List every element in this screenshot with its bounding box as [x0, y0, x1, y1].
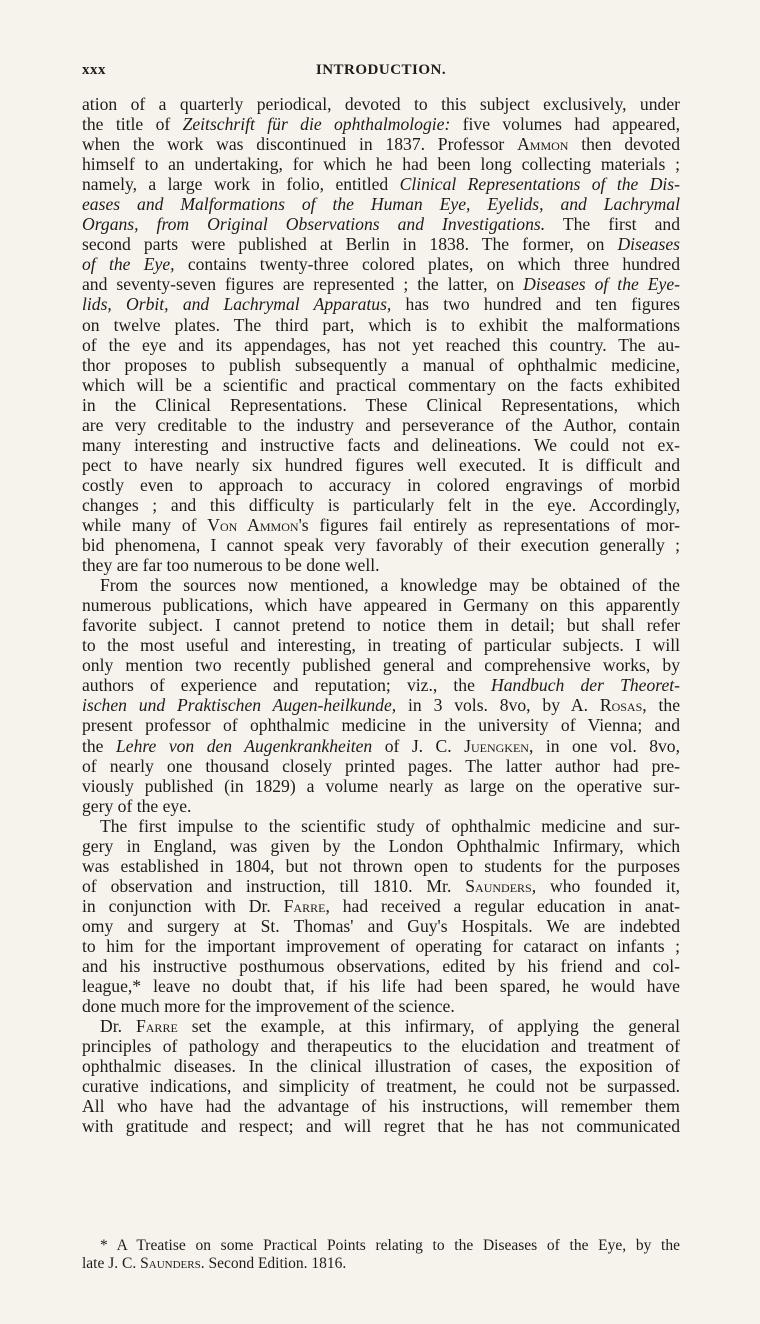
text-line — [82, 1116, 680, 1136]
text-run: , who founded it, — [531, 875, 680, 896]
text-run: and his instructive posthumous observations, edited by his friend and col- — [82, 956, 680, 977]
text-line — [82, 395, 680, 415]
text-run: and seventy-seven figures are represented ; the latter, on — [82, 274, 524, 295]
text-line — [82, 796, 680, 816]
body-text — [82, 94, 680, 1136]
italic-title: lids, Orbit, and Lachrymal Apparatus, — [82, 294, 392, 315]
text-line — [82, 736, 680, 756]
text-line — [82, 335, 680, 355]
text-line — [82, 254, 680, 274]
text-run: ation of a quarterly periodical, devoted to this subject exclusively, under — [82, 94, 680, 114]
text-line — [82, 355, 680, 375]
text-run: changes ; and this difficulty is particularly felt in the eye. Accordingly, — [82, 494, 680, 515]
small-caps-name: Farre — [135, 1016, 178, 1037]
text-line — [82, 274, 680, 294]
text-run: to the most useful and interesting, in treating of particular subjects. I will — [82, 635, 680, 656]
italic-title: of the Eye, — [82, 254, 175, 275]
text-run: . Second Edition. 1816. — [200, 1255, 347, 1272]
text-line — [82, 756, 680, 776]
text-line — [82, 575, 680, 595]
text-line — [82, 555, 680, 575]
text-run: gery of the eye. — [82, 795, 192, 816]
italic-title: Organs, from Original Observations and Investigations. — [82, 214, 546, 235]
text-run: , in one vol. 8vo, — [528, 735, 680, 756]
italic-title: Clinical Representations of the Dis- — [399, 174, 680, 195]
text-line — [82, 876, 680, 896]
paragraph — [82, 816, 680, 1016]
text-line — [82, 435, 680, 455]
page-number: xxx — [82, 62, 106, 78]
text-line — [82, 896, 680, 916]
text-line — [82, 996, 680, 1016]
text-run: of J. C. — [372, 735, 465, 756]
small-caps-name: Farre — [283, 895, 326, 916]
text-line — [82, 154, 680, 174]
text-line — [82, 214, 680, 234]
text-line — [82, 294, 680, 314]
text-run: From the sources now mentioned, a knowledge may be obtained of the — [100, 575, 680, 596]
text-line — [82, 134, 680, 154]
text-line — [82, 916, 680, 936]
text-line — [82, 515, 680, 535]
text-run: which will be a scientific and practical commentary on the facts exhibited — [82, 374, 680, 395]
text-run: viously published (in 1829) a volume nearly as large on the operative sur- — [82, 775, 680, 796]
footnote-line — [82, 1255, 680, 1273]
text-run: Dr. — [100, 1016, 136, 1037]
text-run: in conjunction with Dr. — [82, 895, 284, 916]
text-line — [82, 415, 680, 435]
text-run: of observation and instruction, till 1810. Mr. — [82, 875, 466, 896]
text-run: has two hundred and ten figures — [391, 294, 680, 315]
text-run: of nearly one thousand closely printed pages. The latter author had pre- — [82, 755, 680, 776]
text-run: himself to an undertaking, for which he had been long collecting materials ; — [82, 154, 680, 175]
text-line — [82, 315, 680, 335]
text-run: late J. C. — [82, 1255, 141, 1272]
text-run: was established in 1804, but not thrown open to students for the purposes — [82, 855, 680, 876]
text-run: only mention two recently published general and comprehensive works, by — [82, 655, 680, 676]
text-run: gery in England, was given by the London Ophthalmic Infirmary, which — [82, 835, 680, 856]
text-run: bid phenomena, I cannot speak very favorably of their execution generally ; — [82, 535, 680, 556]
italic-title: Zeitschrift für die ophthalmologie: — [182, 114, 451, 135]
text-run: in the Clinical Representations. These Clinical Representations, which — [82, 394, 680, 415]
text-run: numerous publications, which have appeared in Germany on this apparently — [82, 595, 680, 616]
text-run: five volumes had appeared, — [450, 114, 680, 135]
text-line — [82, 836, 680, 856]
text-line — [82, 1096, 680, 1116]
paragraph — [82, 94, 680, 575]
text-run: 's figures fail entirely as representations of mor- — [298, 514, 681, 535]
text-run: ophthalmic diseases. In the clinical illustration of cases, the exposition of — [82, 1056, 680, 1077]
text-line — [82, 535, 680, 555]
text-run: then devoted — [568, 134, 681, 155]
italic-title: eases and Malformations of the Human Eye, Eyelids, and Lachrymal — [82, 194, 680, 215]
paragraph — [82, 575, 680, 816]
italic-title: Diseases — [617, 234, 680, 255]
text-run: thor proposes to publish subsequently a manual of ophthalmic medicine, — [82, 354, 680, 375]
italic-title: Lehre von den Augenkrankheiten — [115, 735, 373, 756]
text-line — [82, 615, 680, 635]
running-head — [82, 62, 680, 82]
text-run: done much more for the improvement of the science. — [82, 996, 455, 1017]
footnote — [82, 1237, 680, 1273]
text-line — [82, 1056, 680, 1076]
text-run: with gratitude and respect; and will regret that he has not communicated — [82, 1116, 680, 1137]
text-run: contains twenty-three colored plates, on which three hundred — [174, 254, 680, 275]
footnote-line — [82, 1237, 680, 1255]
text-run: in 3 vols. 8vo, by A. — [396, 695, 600, 716]
text-run: , the — [642, 695, 681, 716]
text-line — [82, 495, 680, 515]
text-run: omy and surgery at St. Thomas' and Guy's Hospitals. We are indebted — [82, 915, 680, 936]
text-line — [82, 174, 680, 194]
text-run: the title of — [82, 114, 183, 135]
text-line — [82, 956, 680, 976]
text-run: curative indications, and simplicity of treatment, he could not be surpassed. — [82, 1076, 680, 1097]
text-run: present professor of ophthalmic medicine in the university of Vienna; and — [82, 715, 680, 736]
small-caps-name: Von Ammon — [207, 514, 299, 535]
text-line — [82, 375, 680, 395]
text-line — [82, 776, 680, 796]
text-run: All who have had the advantage of his instructions, will remember them — [82, 1096, 680, 1117]
small-caps-name: Rosas — [599, 695, 643, 716]
text-line — [82, 1076, 680, 1096]
text-run: favorite subject. I cannot pretend to notice them in detail; but shall refer — [82, 615, 680, 636]
text-line — [82, 936, 680, 956]
small-caps-name: Saunders — [140, 1255, 201, 1272]
small-caps-name: Juengken — [464, 735, 529, 756]
text-line — [82, 1016, 680, 1036]
text-line — [82, 455, 680, 475]
text-line — [82, 1036, 680, 1056]
text-run: principles of pathology and therapeutics to the elucidation and treatment of — [82, 1036, 680, 1057]
text-run: , had received a regular education in anat- — [325, 895, 680, 916]
italic-title: ischen und Praktischen Augen-heilkunde, — [82, 695, 397, 716]
text-run: * A Treatise on some Practical Points relating to the Diseases of the Eye, by the — [100, 1237, 680, 1254]
text-run: set the example, at this infirmary, of applying the general — [177, 1016, 680, 1037]
text-line — [82, 715, 680, 735]
small-caps-name: Saunders — [465, 875, 532, 896]
text-run: many interesting and instructive facts and delineations. We could not ex- — [82, 434, 680, 455]
text-line — [82, 976, 680, 996]
text-line — [82, 194, 680, 214]
text-line — [82, 114, 680, 134]
text-run: are very creditable to the industry and perseverance of the Author, contain — [82, 414, 680, 435]
text-line — [82, 635, 680, 655]
text-run: The first and — [545, 214, 680, 235]
text-run: while many of — [82, 514, 208, 535]
text-run: costly even to approach to accuracy in colored engravings of morbid — [82, 474, 680, 495]
text-run: when the work was discontinued in 1837. Professor — [82, 134, 518, 155]
text-line — [82, 655, 680, 675]
text-line — [82, 475, 680, 495]
text-line — [82, 234, 680, 254]
text-line — [82, 595, 680, 615]
text-run: on twelve plates. The third part, which is to exhibit the malformations — [82, 314, 680, 335]
text-run: pect to have nearly six hundred figures well executed. It is difficult and — [82, 454, 680, 475]
italic-title: Diseases of the Eye- — [523, 274, 680, 295]
paragraph — [82, 1016, 680, 1136]
text-line — [82, 695, 680, 715]
text-run: authors of experience and reputation; viz., the — [82, 675, 492, 696]
italic-title: Handbuch der Theoret- — [491, 675, 680, 696]
text-line — [82, 94, 680, 114]
text-line — [82, 675, 680, 695]
text-run: league,* leave no doubt that, if his life had been spared, he would have — [82, 976, 680, 997]
text-run: second parts were published at Berlin in 1838. The former, on — [82, 234, 618, 255]
running-head-title: INTRODUCTION. — [315, 62, 447, 78]
text-run: namely, a large work in folio, entitled — [82, 174, 400, 195]
small-caps-name: Ammon — [517, 134, 569, 155]
text-line — [82, 856, 680, 876]
text-run: of the eye and its appendages, has not yet reached this country. The au- — [82, 334, 680, 355]
text-run: The first impulse to the scientific study of ophthalmic medicine and sur- — [100, 815, 680, 836]
text-run: the — [82, 735, 116, 756]
text-line — [82, 816, 680, 836]
text-run: they are far too numerous to be done well. — [82, 555, 380, 576]
text-run: to him for the important improvement of operating for cataract on infants ; — [82, 935, 680, 956]
